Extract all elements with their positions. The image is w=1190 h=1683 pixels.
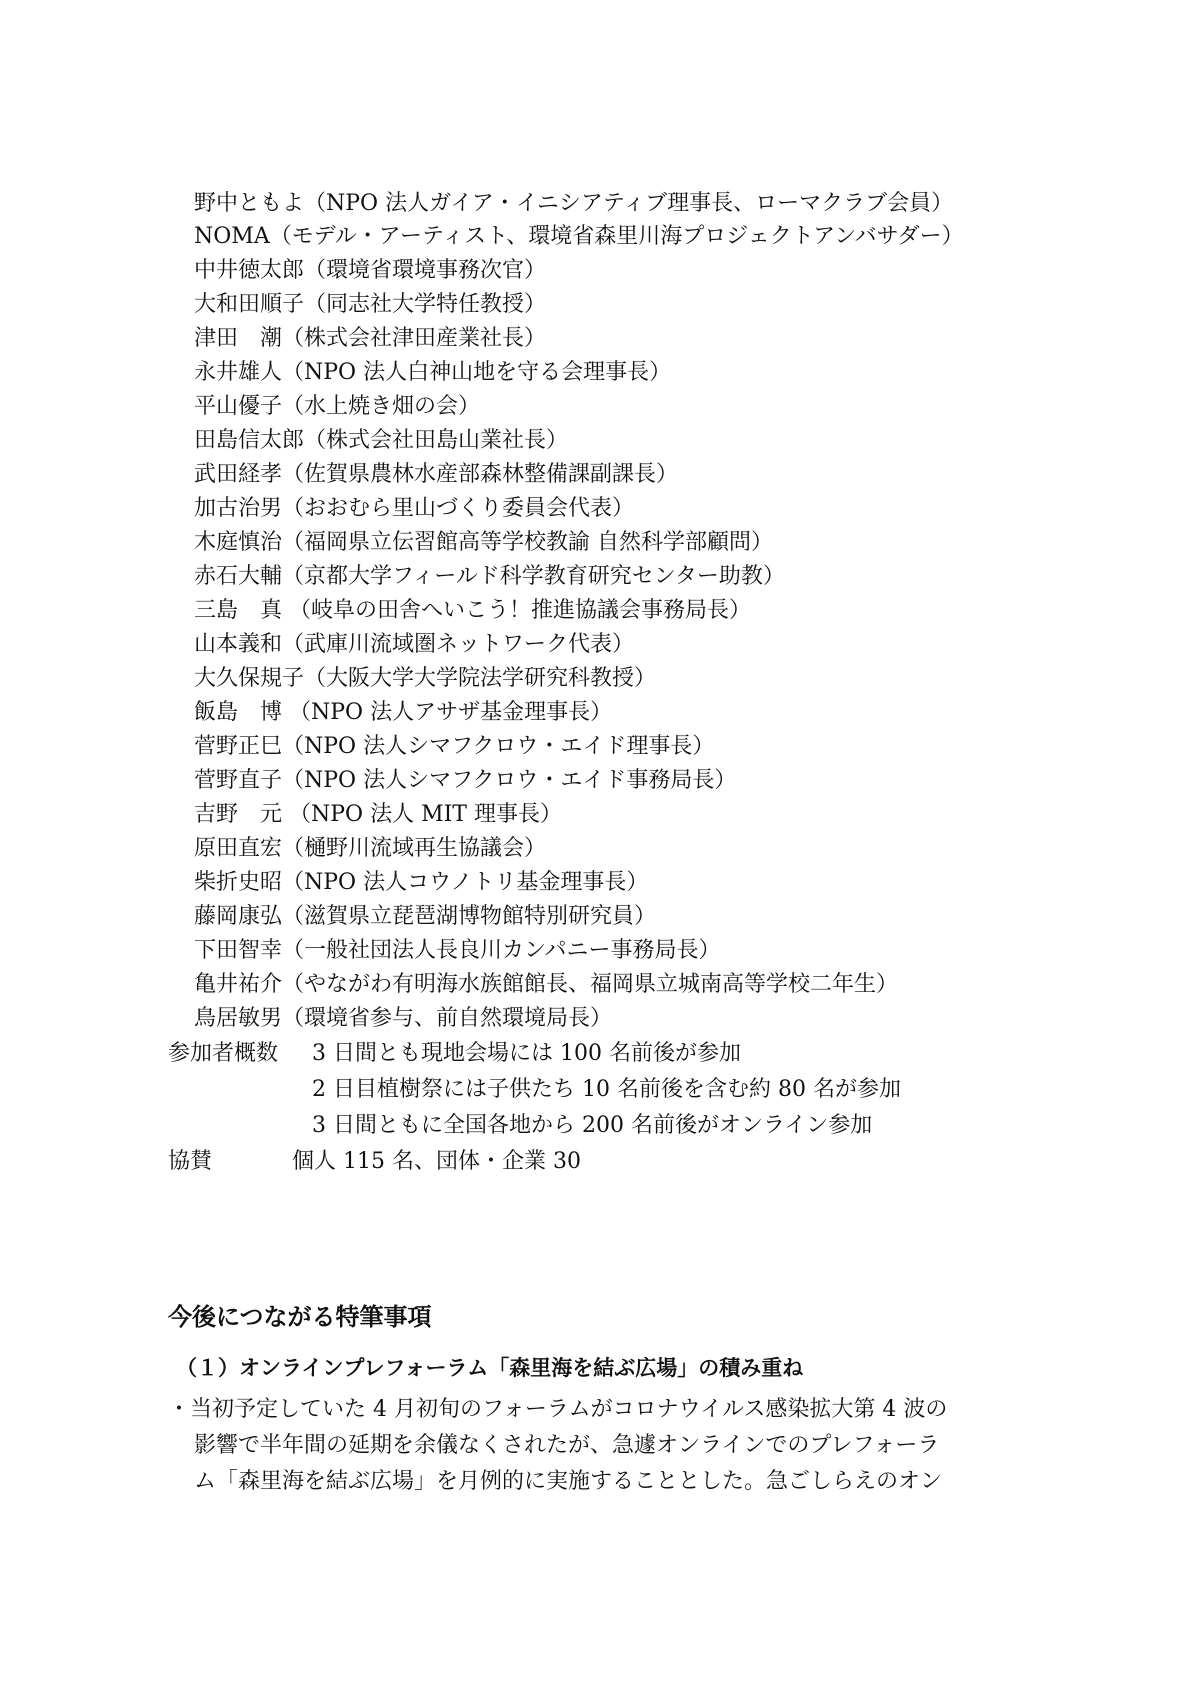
paragraph-line: 影響で半年間の延期を余儀なくされたが、急遽オンラインでのプレフォーラ <box>194 1433 940 1458</box>
participant-entry: 永井雄人（NPO 法人白神山地を守る会理事長） <box>194 360 672 385</box>
attendance-label: 参加者概数 <box>168 1041 279 1066</box>
sponsorship-label: 協賛 <box>168 1149 213 1174</box>
paragraph-line: ム「森里海を結ぶ広場」を月例的に実施することとした。急ごしらえのオン <box>194 1469 943 1494</box>
participant-entry: 中井徳太郎（環境省環境事務次官） <box>194 258 547 283</box>
participant-entry: 津田 潮（株式会社津田産業社長） <box>194 326 547 351</box>
participant-entry: 加古治男（おおむら里山づくり委員会代表） <box>194 496 635 521</box>
participant-entry: 武田経孝（佐賀県農林水産部森林整備課副課長） <box>194 462 679 487</box>
participant-entry: 大和田順子（同志社大学特任教授） <box>194 292 547 317</box>
participant-entry: 赤石大輔（京都大学フィールド科学教育研究センター助教） <box>194 564 785 589</box>
participant-entry: 原田直宏（樋野川流域再生協議会） <box>194 836 547 861</box>
attendance-line: 2 日目植樹祭には子供たち 10 名前後を含む約 80 名が参加 <box>312 1077 901 1102</box>
participant-entry: 柴折史昭（NPO 法人コウノトリ基金理事長） <box>194 870 649 895</box>
participant-entry: 木庭慎治（福岡県立伝習館高等学校教諭 自然科学部顧問） <box>194 530 773 555</box>
participant-entry: 菅野直子（NPO 法人シマフクロウ・エイド事務局長） <box>194 768 737 793</box>
participant-entry: 鳥居敏男（環境省参与、前自然環境局長） <box>194 1006 613 1031</box>
participant-entry: 田島信太郎（株式会社田島山業社長） <box>194 428 569 453</box>
participant-entry: 下田智幸（一般社団法人長良川カンパニー事務局長） <box>194 938 721 963</box>
participant-entry: 大久保規子（大阪大学大学院法学研究科教授） <box>194 666 657 691</box>
attendance-line: 3 日間とも現地会場には 100 名前後が参加 <box>312 1041 741 1066</box>
paragraph-line: ・当初予定していた 4 月初旬のフォーラムがコロナウイルス感染拡大第 4 波の <box>168 1397 948 1422</box>
participant-entry: 藤岡康弘（滋賀県立琵琶湖博物館特別研究員） <box>194 904 657 929</box>
sponsorship-value: 個人 115 名、団体・企業 30 <box>292 1149 581 1174</box>
section-subtitle: （１）オンラインプレフォーラム「森里海を結ぶ広場」の積み重ね <box>176 1356 804 1380</box>
participant-entry: 山本義和（武庫川流域圏ネットワーク代表） <box>194 632 635 657</box>
participant-entry: 吉野 元 （NPO 法人 MIT 理事長） <box>194 802 562 827</box>
participant-entry: 亀井祐介（やながわ有明海水族館館長、福岡県立城南高等学校二年生） <box>194 972 899 997</box>
participant-entry: 野中ともよ（NPO 法人ガイア・イニシアティブ理事長、ローマクラブ会員） <box>194 191 954 216</box>
participant-entry: 三島 真 （岐阜の田舎へいこう！推進協議会事務局長） <box>194 598 751 623</box>
participant-entry: 菅野正巳（NPO 法人シマフクロウ・エイド理事長） <box>194 734 715 759</box>
participant-entry: 飯島 博 （NPO 法人アサザ基金理事長） <box>194 700 613 725</box>
participant-entry: NOMA（モデル・アーティスト、環境省森里川海プロジェクトアンバサダー） <box>194 224 964 249</box>
attendance-line: 3 日間ともに全国各地から 200 名前後がオンライン参加 <box>312 1113 873 1138</box>
section-title: 今後につながる特筆事項 <box>168 1303 432 1331</box>
participant-entry: 平山優子（水上焼き畑の会） <box>194 394 481 419</box>
